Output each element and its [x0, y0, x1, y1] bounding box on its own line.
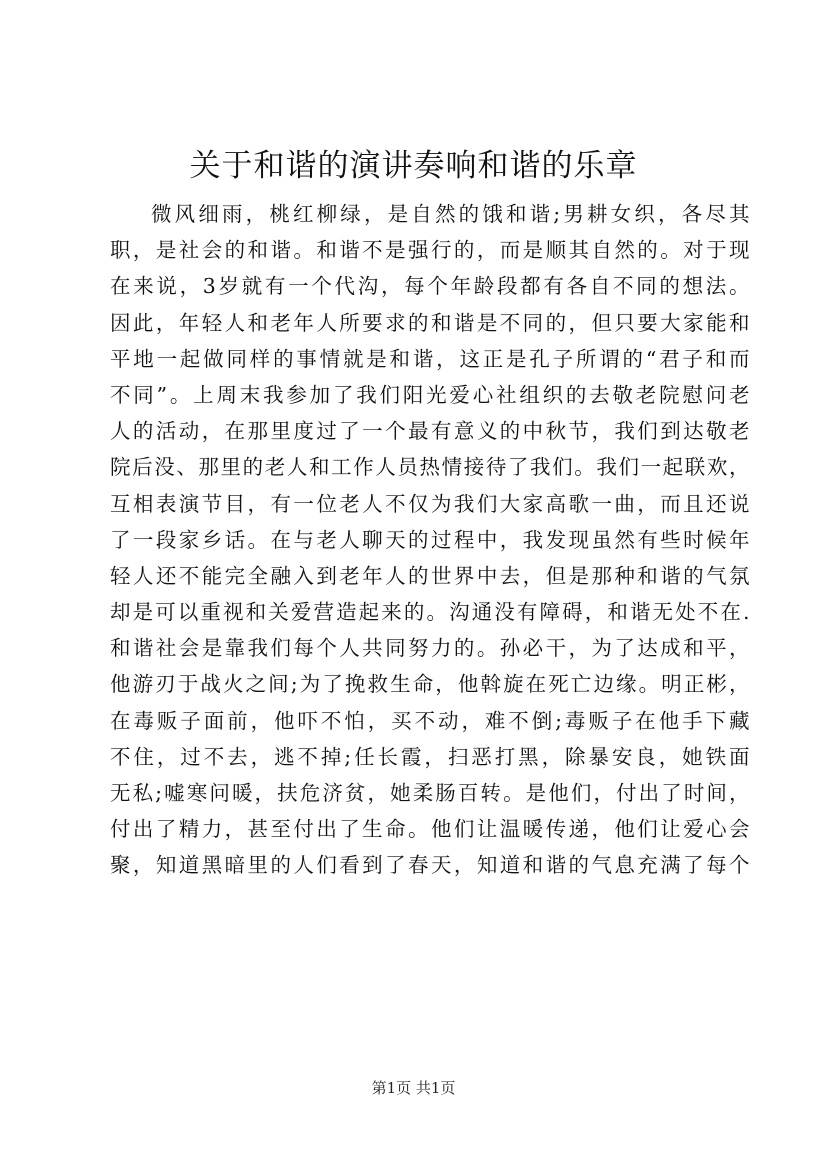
- body-line: 在毒贩子面前，他吓不怕，买不动，难不倒;毒贩子在他手下藏: [110, 708, 750, 733]
- body-line: 在来说，3岁就有一个代沟，每个年龄段都有各自不同的想法。: [110, 274, 750, 299]
- body-line: 人的活动，在那里度过了一个最有意义的中秋节，我们到达敬老: [110, 419, 750, 444]
- body-line: 聚，知道黑暗里的人们看到了春天，知道和谐的气息充满了每个: [110, 853, 750, 878]
- page-number-footer: 第1页 共1页: [371, 1079, 456, 1097]
- document-title: 关于和谐的演讲奏响和谐的乐章: [189, 148, 638, 184]
- body-line: 不住，过不去，逃不掉;任长霞，扫恶打黑，除暴安良，她铁面: [110, 744, 750, 769]
- body-line: 却是可以重视和关爱营造起来的。沟通没有障碍，和谐无处不在.: [110, 600, 750, 625]
- body-line: 互相表演节目，有一位老人不仅为我们大家高歌一曲，而且还说: [110, 491, 750, 516]
- body-line: 职，是社会的和谐。和谐不是强行的，而是顺其自然的。对于现: [110, 238, 750, 263]
- body-line: 院后没、那里的老人和工作人员热情接待了我们。我们一起联欢，: [110, 455, 750, 480]
- body-line: 和谐社会是靠我们每个人共同努力的。孙必干，为了达成和平，: [110, 636, 750, 661]
- body-line: 轻人还不能完全融入到老年人的世界中去，但是那种和谐的气氛: [110, 563, 750, 588]
- body-line: 无私;嘘寒问暖，扶危济贫，她柔肠百转。是他们，付出了时间，: [110, 781, 750, 805]
- body-line: 平地一起做同样的事情就是和谐，这正是孔子所谓的“君子和而: [110, 346, 750, 371]
- body-line: 不同”。上周末我参加了我们阳光爱心社组织的去敬老院慰问老: [110, 382, 750, 407]
- body-line: 微风细雨，桃红柳绿，是自然的饿和谐;男耕女织，各尽其: [151, 202, 750, 226]
- body-line: 付出了精力，甚至付出了生命。他们让温暖传递，他们让爱心会: [110, 817, 750, 842]
- document-body: [110, 196, 750, 884]
- body-line: 了一段家乡话。在与老人聊天的过程中，我发现虽然有些时候年: [110, 527, 750, 552]
- body-line: 因此，年轻人和老年人所要求的和谐是不同的，但只要大家能和: [110, 310, 750, 335]
- body-line: 他游刃于战火之间;为了挽救生命，他斡旋在死亡边缘。明正彬，: [110, 672, 750, 697]
